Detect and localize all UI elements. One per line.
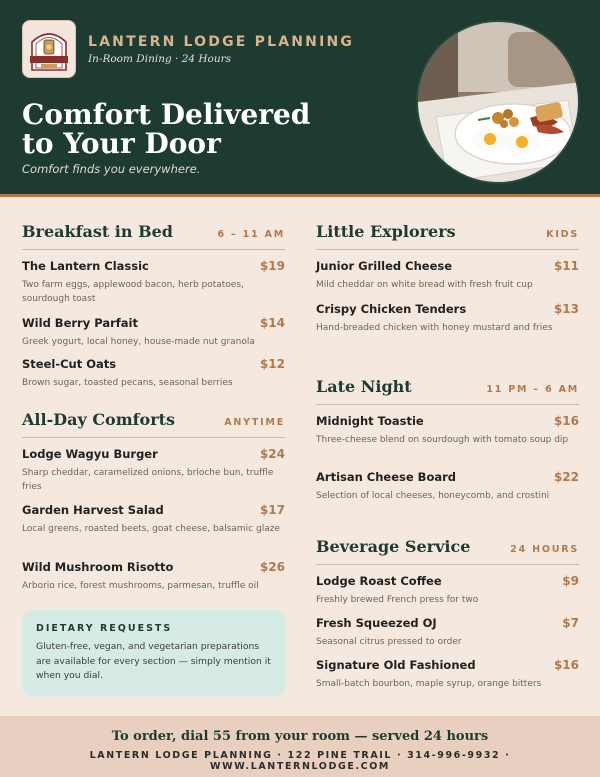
menu-item: [316, 616, 579, 649]
item-description: Brown sugar, toasted pecans, seasonal berries: [22, 378, 233, 388]
section-breakfast: [22, 222, 285, 250]
section-beverage: [316, 537, 579, 565]
item-price: $19: [259, 259, 285, 273]
menu-item: [316, 259, 579, 292]
brand-name: LANTERN LODGE PLANNING: [88, 34, 355, 50]
item-description: Mild cheddar on white bread with fresh fruit cup: [316, 280, 533, 290]
item-price: $24: [259, 447, 285, 461]
item-name: Garden Harvest Salad: [22, 503, 164, 517]
section-title-allday: All-Day Comforts: [22, 410, 176, 429]
item-name: Lodge Wagyu Burger: [22, 447, 158, 461]
item-price: $17: [259, 503, 285, 517]
item-price: $9: [562, 574, 579, 588]
item-name: The Lantern Classic: [22, 259, 149, 273]
section-kids: [316, 222, 579, 250]
section-tag-latenight: 11 PM – 6 AM: [486, 384, 579, 395]
section-allday: [22, 410, 285, 438]
menu-item: [22, 259, 285, 306]
item-name: Signature Old Fashioned: [316, 658, 476, 672]
dietary-text: Gluten-free, vegan, and vegetarian preparations are available for every section — simply mention it when you dial.: [36, 641, 271, 681]
footer: [0, 716, 600, 777]
item-name: Fresh Squeezed OJ: [316, 616, 437, 630]
item-price: $26: [259, 560, 285, 574]
item-name: Crispy Chicken Tenders: [316, 302, 467, 316]
breakfast-tray-photo: [416, 20, 580, 184]
item-name: Midnight Toastie: [316, 414, 424, 428]
item-price: $14: [259, 316, 285, 330]
section-tag-beverage: 24 HOURS: [510, 544, 579, 555]
item-description: Small-batch bourbon, maple syrup, orange bitters: [316, 679, 542, 689]
item-price: $13: [553, 302, 579, 316]
menu-item: [316, 414, 579, 447]
item-name: Junior Grilled Cheese: [316, 259, 453, 273]
item-description: Arborio rice, forest mushrooms, parmesan, truffle oil: [22, 581, 259, 591]
item-price: $11: [553, 259, 579, 273]
item-price: $16: [553, 658, 579, 672]
item-description: Freshly brewed French press for two: [316, 595, 479, 605]
section-title-kids: Little Explorers: [316, 222, 456, 241]
item-description: Hand-breaded chicken with honey mustard and fries: [316, 323, 553, 333]
brand-subtitle: In-Room Dining · 24 Hours: [88, 53, 232, 65]
item-name: Steel-Cut Oats: [22, 357, 117, 371]
headline-line-2: to Your Door: [22, 127, 221, 160]
item-description: Sharp cheddar, caramelized onions, brioche bun, truffle fries: [22, 468, 274, 492]
item-price: $16: [553, 414, 579, 428]
menu-item: [22, 357, 285, 390]
item-name: Lodge Roast Coffee: [316, 574, 442, 588]
item-price: $12: [259, 357, 285, 371]
tagline: Comfort finds you everywhere.: [22, 162, 201, 176]
menu-item: [22, 316, 285, 349]
page-title: [22, 100, 322, 158]
section-tag-allday: ANYTIME: [224, 417, 285, 428]
headline-line-1: Comfort Delivered: [22, 98, 311, 131]
menu-item: [22, 560, 285, 593]
menu-item: [316, 574, 579, 607]
item-name: Wild Mushroom Risotto: [22, 560, 174, 574]
menu-item: [316, 658, 579, 691]
header-banner: [0, 0, 600, 197]
menu-item: [316, 470, 579, 503]
section-title-breakfast: Breakfast in Bed: [22, 222, 173, 241]
item-description: Seasonal citrus pressed to order: [316, 637, 462, 647]
menu-item: [22, 503, 285, 536]
item-description: Selection of local cheeses, honeycomb, and crostini: [316, 491, 550, 501]
dietary-title: DIETARY REQUESTS: [36, 623, 173, 634]
item-description: Two farm eggs, applewood bacon, herb potatoes, sourdough toast: [22, 280, 244, 304]
item-description: Local greens, roasted beets, goat cheese, balsamic glaze: [22, 524, 280, 534]
dietary-requests-box: [22, 610, 285, 696]
menu-item: [22, 447, 285, 494]
item-name: Wild Berry Parfait: [22, 316, 138, 330]
section-latenight: [316, 377, 579, 405]
item-description: Greek yogurt, local honey, house-made nut granola: [22, 337, 255, 347]
section-title-latenight: Late Night: [316, 377, 412, 396]
item-price: $7: [562, 616, 579, 630]
order-instructions: To order, dial 55 from your room — served 24 hours: [111, 729, 489, 744]
section-title-beverage: Beverage Service: [316, 537, 471, 556]
item-name: Artisan Cheese Board: [316, 470, 457, 484]
section-tag-kids: KIDS: [546, 229, 579, 240]
contact-info: LANTERN LODGE PLANNING · 122 PINE TRAIL · 314-996-9932 · WWW.LANTERNLODGE.COM: [89, 750, 511, 772]
lodge-logo: [22, 20, 76, 78]
item-price: $22: [553, 470, 579, 484]
section-tag-breakfast: 6 – 11 AM: [217, 229, 285, 240]
menu-item: [316, 302, 579, 335]
item-description: Three-cheese blend on sourdough with tomato soup dip: [316, 435, 569, 445]
